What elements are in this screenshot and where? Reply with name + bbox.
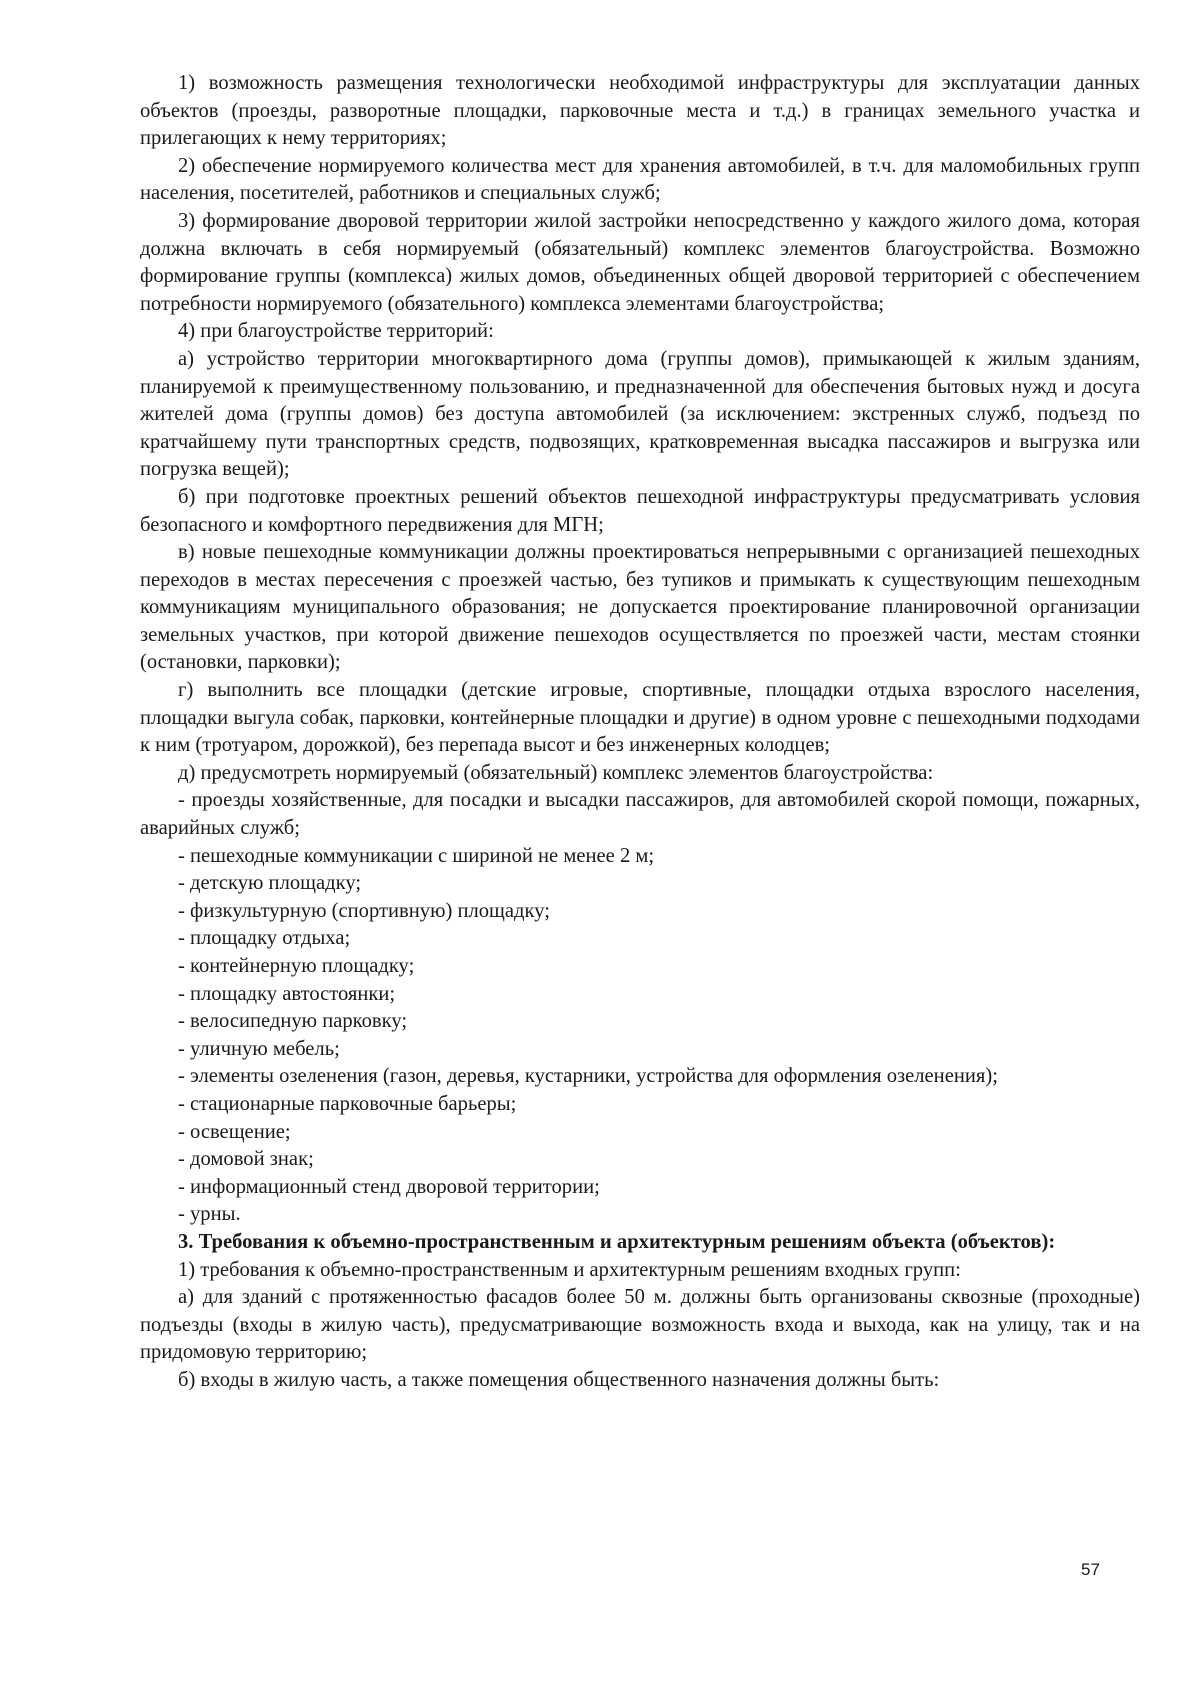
list-item: - физкультурную (спортивную) площадку; [178, 899, 550, 922]
list-item: - площадку автостоянки; [178, 982, 396, 1005]
list-item: - стационарные парковочные барьеры; [178, 1092, 517, 1115]
paragraph: 3) формирование дворовой территории жилой застройки непосредственно у каждого жилого дома, которая должна включать в себя нормируемый (обязательный) комплекс элементов благоустройства. Возможно формирование группы (комплекса) жилых домов, объединенных общей дворовой территорией с обеспечением потребности нормируемого (обязательного) комплекса элементами благоустройства; [140, 209, 1140, 315]
paragraph: а) устройство территории многоквартирного дома (группы домов), примыкающей к жилым зданиям, планируемой к преимущественному пользованию, и предназначенной для обеспечения бытовых нужд и досуга жителей дома (группы домов) без доступа автомобилей (за исключением: экстренных служб, подъезд по кратчайшему пути транспортных средств, подвозящих, кратковременная высадка пассажиров и выгрузка или погрузка вещей); [140, 347, 1140, 481]
list-item: - урны. [178, 1203, 241, 1226]
paragraph: 2) обеспечение нормируемого количества мест для хранения автомобилей, в т.ч. для маломобильных групп населения, посетителей, работников и специальных служб; [140, 154, 1140, 205]
page-number: 57 [1081, 1560, 1100, 1579]
paragraph: а) для зданий с протяженностью фасадов более 50 м. должны быть организованы сквозные (проходные) подъезды (входы в жилую часть), предусматривающие возможность входа и выхода, как на улицу, так и на придомовую территорию; [140, 1286, 1140, 1364]
paragraph: 4) при благоустройстве территорий: [178, 320, 494, 343]
list-item: - контейнерную площадку; [178, 955, 415, 977]
paragraph: 1) возможность размещения технологически необходимой инфраструктуры для эксплуатации данных объектов (проезды, разворотные площадки, парковочные места и т.д.) в границах земельного участка и прилегающих к нему территориях; [140, 72, 1140, 150]
list-item: - площадку отдыха; [178, 927, 351, 950]
list-item: - освещение; [178, 1120, 291, 1143]
list-item: - информационный стенд дворовой территории; [178, 1175, 600, 1198]
paragraph: д) предусмотреть нормируемый (обязательный) комплекс элементов благоустройства: [178, 761, 934, 784]
list-item: - домовой знак; [178, 1148, 314, 1171]
list-item: - проезды хозяйственные, для посадки и высадки пассажиров, для автомобилей скорой помощи, пожарных, аварийных служб; [140, 789, 1140, 840]
document-body [140, 70, 1140, 1395]
paragraph: б) входы в жилую часть, а также помещения общественного назначения должны быть: [178, 1368, 940, 1391]
list-item: - велосипедную парковку; [178, 1010, 408, 1033]
list-item: - элементы озеленения (газон, деревья, кустарники, устройства для оформления озеленения); [178, 1065, 998, 1088]
list-item: - детскую площадку; [178, 872, 362, 895]
paragraph: 1) требования к объемно-пространственным и архитектурным решениям входных групп: [178, 1258, 961, 1281]
list-item: - уличную мебель; [178, 1037, 340, 1060]
section-heading: 3. Требования к объемно-пространственным и архитектурным решениям объекта (объектов): [178, 1230, 1056, 1253]
paragraph: б) при подготовке проектных решений объектов пешеходной инфраструктуры предусматривать условия безопасного и комфортного передвижения для МГН; [140, 485, 1140, 536]
paragraph: в) новые пешеходные коммуникации должны проектироваться непрерывными с организацией пешеходных переходов в местах пересечения с проезжей частью, без тупиков и примыкать к существующим пешеходным коммуникациям муниципального образования; не допускается проектирование планировочной организации земельных участков, при которой движение пешеходов осуществляется по проезжей части, местам стоянки (остановки, парковки); [140, 541, 1140, 674]
list-item: - пешеходные коммуникации с шириной не менее 2 м; [178, 844, 655, 867]
paragraph: г) выполнить все площадки (детские игровые, спортивные, площадки отдыха взрослого населения, площадки выгула собак, парковки, контейнерные площадки и другие) в одном уровне с пешеходными подходами к ним (тротуаром, дорожкой), без перепада высот и без инженерных колодцев; [140, 679, 1140, 757]
